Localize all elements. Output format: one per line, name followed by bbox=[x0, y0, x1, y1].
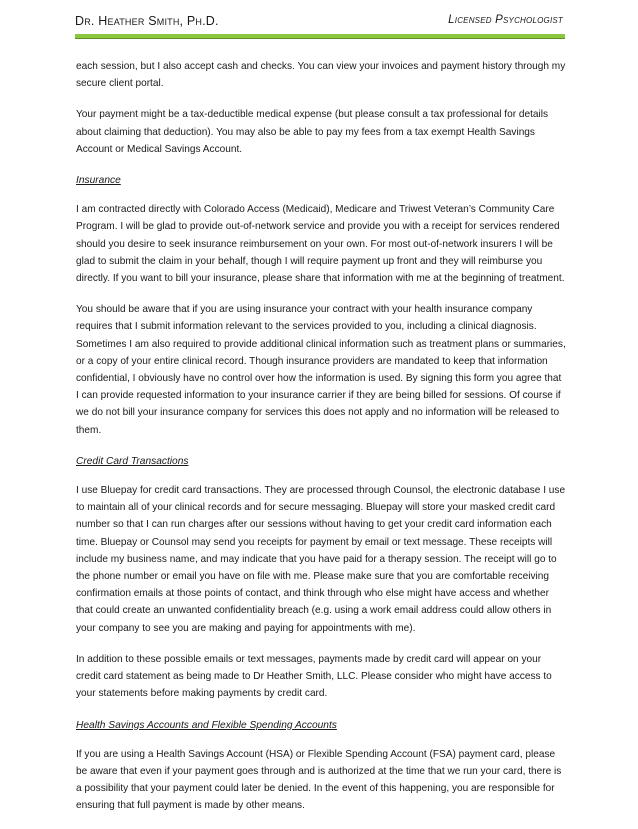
paragraph-statements: In addition to these possible emails or text messages, payments made by credit card will appear on your credit card statement as being made to Dr Heather Smith, LLC. Please consider who might have access to your statements before making payments by credit card. bbox=[76, 653, 552, 700]
paragraph-insurance-contracts: I am contracted directly with Colorado Access (Medicaid), Medicare and Triwest Veteran’s Community Care Program. I will be glad to provide out-of-network service and provide you with a receipt for services rendered should you desire to seek insurance reimbursement on your own. For most out-of-network insurers I will be glad to submit the claim in your behalf, though I will require payment up front and they will reimburse you directly. If you want to bill your insurance, please share that information with me at the beginning of treatment. bbox=[76, 204, 565, 285]
heading-credit-card: Credit Card Transactions bbox=[76, 455, 189, 467]
paragraph-bluepay: I use Bluepay for credit card transactions. They are processed through Counsol, the electronic database I use to maintain all of your clinical records and for secure messaging. Bluepay will store your masked credit card number so that I can run charges after our sessions without having to get your credit card information each time. Bluepay or Counsol may send you receipts for payment by email or text message. These receipts will include my business name, and may indicate that you have paid for a therapy session. The receipt will go to the phone number or email you have on file with me. Please make sure that you are comfortable receiving confirmation emails at those points of contact, and think through who else might have access and whether that could create an unwanted confidentiality breach (e.g. using a work email address could allow others in your company to see you are making and paying for appointments with me). bbox=[76, 485, 566, 634]
header-divider-shadow bbox=[75, 38, 565, 39]
page-header bbox=[75, 14, 563, 32]
paragraph-hsa-fsa: If you are using a Health Savings Account (HSA) or Flexible Spending Account (FSA) payment card, please be aware that even if your payment goes through and is authorized at the time that we run your card, there is a possibility that your payment could later be denied. In the event of this happening, you are responsible for ensuring that full payment is made by other means. bbox=[76, 748, 562, 812]
document-body bbox=[76, 58, 566, 829]
paragraph-tax-deductible: Your payment might be a tax-deductible medical expense (but please consult a tax professional for details about claiming that deduction). You may also be able to pay my fees from a tax exempt Health Savings Account or Medical Savings Account. bbox=[76, 109, 549, 155]
author-name: Dr. Heather Smith, Ph.D. bbox=[75, 14, 219, 28]
author-title: Licensed Psychologist bbox=[448, 14, 563, 26]
heading-hsa-fsa: Health Savings Accounts and Flexible Spending Accounts bbox=[76, 719, 337, 731]
paragraph-insurance-disclosure: You should be aware that if you are using insurance your contract with your health insurance company requires that I submit information relevant to the services provided to you, including a clinical diagnosis. Sometimes I am also required to provide additional clinical information such as treatment plans or summaries, or a copy of your entire clinical record. Though insurance providers are mandated to keep that information confidential, I obviously have no control over how the information is used. By signing this form you agree that I can provide requested information to your insurance carrier if they are being billed for sessions. Of course if we do not bill your insurance company for services this does not apply and no information will be released to them. bbox=[76, 304, 566, 436]
heading-insurance: Insurance bbox=[76, 175, 121, 187]
paragraph-payment-methods: each session, but I also accept cash and checks. You can view your invoices and payment history through my secure client portal. bbox=[76, 61, 566, 90]
